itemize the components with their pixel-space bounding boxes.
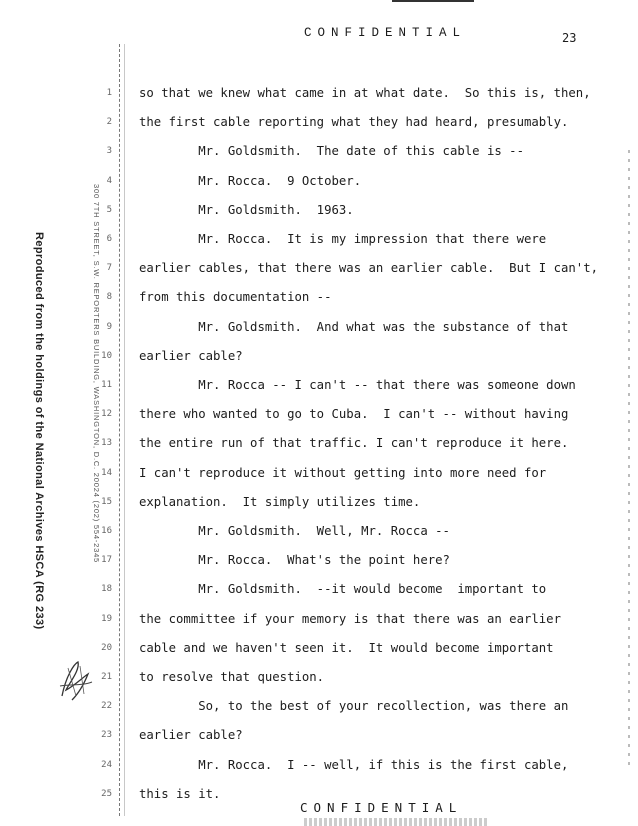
line-number: 20 — [101, 642, 112, 653]
transcript-line: Mr. Goldsmith. The date of this cable is -- — [139, 144, 524, 159]
line-number: 16 — [101, 526, 112, 536]
left-margin-rule-inner — [124, 44, 125, 816]
handwritten-initials-mark — [56, 656, 96, 704]
line-number: 21 — [101, 672, 112, 682]
header-classification: CONFIDENTIAL — [303, 26, 466, 40]
footer-reporter-imprint — [304, 818, 489, 826]
transcript-line: Mr. Rocca. I -- well, if this is the first cable, — [139, 757, 569, 772]
transcript-line: earlier cables, that there was an earlier cable. But I can't, — [139, 261, 599, 276]
line-number: 1 — [106, 88, 112, 98]
right-edge-scan-artifact — [628, 150, 630, 770]
reporter-address: 300 7TH STREET, S.W. REPORTERS BUILDING, WASHINGTON, D.C. 20024 (202) 554-2345 — [92, 184, 101, 564]
transcript-line: this is it. — [139, 786, 221, 801]
transcript-line: Mr. Goldsmith. 1963. — [139, 202, 354, 217]
line-number: 4 — [106, 175, 112, 186]
left-margin-rule — [119, 44, 120, 816]
line-number: 11 — [101, 380, 112, 390]
line-number: 10 — [101, 350, 112, 361]
line-number: 22 — [101, 701, 112, 712]
line-number: 5 — [106, 204, 112, 215]
transcript-line: so that we knew what came in at what date. So this is, then, — [139, 86, 591, 100]
line-number: 15 — [101, 496, 112, 507]
transcript-line: earlier cable? — [139, 728, 243, 743]
page-number: 23 — [562, 31, 577, 45]
transcript-line: Mr. Rocca. What's the point here? — [139, 553, 450, 568]
line-number: 23 — [101, 730, 112, 741]
transcript-line: Mr. Rocca -- I can't -- that there was someone down — [139, 378, 576, 392]
line-number: 13 — [101, 438, 112, 449]
reproduction-notice: Reproduced from the holdings of the National Archives HSCA (RG 233) — [33, 232, 45, 630]
line-number: 25 — [101, 788, 112, 799]
transcript-line: Mr. Rocca. It is my impression that there were — [139, 232, 547, 246]
line-number: 2 — [106, 117, 112, 128]
transcript-line: Mr. Goldsmith. And what was the substance of that — [139, 319, 569, 334]
transcript-line: earlier cable? — [139, 348, 243, 363]
transcript-line: the first cable reporting what they had heard, presumably. — [139, 115, 569, 130]
line-number: 19 — [101, 613, 112, 624]
transcript-line: So, to the best of your recollection, was there an — [139, 699, 569, 714]
top-edge-mark — [392, 0, 474, 6]
line-number: 9 — [106, 321, 112, 332]
transcript-line: explanation. It simply utilizes time. — [139, 494, 421, 509]
transcript-line: Mr. Goldsmith. --it would become important to — [139, 582, 547, 597]
transcript-line: there who wanted to go to Cuba. I can't -- without having — [139, 407, 569, 422]
line-number: 3 — [106, 146, 112, 157]
line-number: 24 — [101, 759, 112, 770]
transcript-line: Mr. Goldsmith. Well, Mr. Rocca -- — [139, 524, 450, 538]
transcript-line: Mr. Rocca. 9 October. — [139, 173, 362, 188]
line-number: 18 — [101, 584, 112, 595]
line-number: 14 — [101, 467, 112, 478]
transcript-line: the committee if your memory is that there was an earlier — [139, 611, 561, 626]
line-number: 8 — [106, 292, 112, 303]
transcript-line: from this documentation -- — [139, 290, 332, 305]
transcript-line: the entire run of that traffic. I can't reproduce it here. — [139, 436, 569, 451]
line-number: 17 — [101, 555, 112, 566]
transcript-line: I can't reproduce it without getting into more need for — [139, 465, 547, 480]
line-number: 7 — [106, 263, 112, 274]
line-number: 12 — [101, 409, 112, 420]
transcript-line: to resolve that question. — [139, 670, 325, 684]
footer-classification: CONFIDENTIAL — [300, 800, 463, 815]
line-number: 6 — [106, 234, 112, 244]
transcript-line: cable and we haven't seen it. It would become important — [139, 640, 554, 655]
